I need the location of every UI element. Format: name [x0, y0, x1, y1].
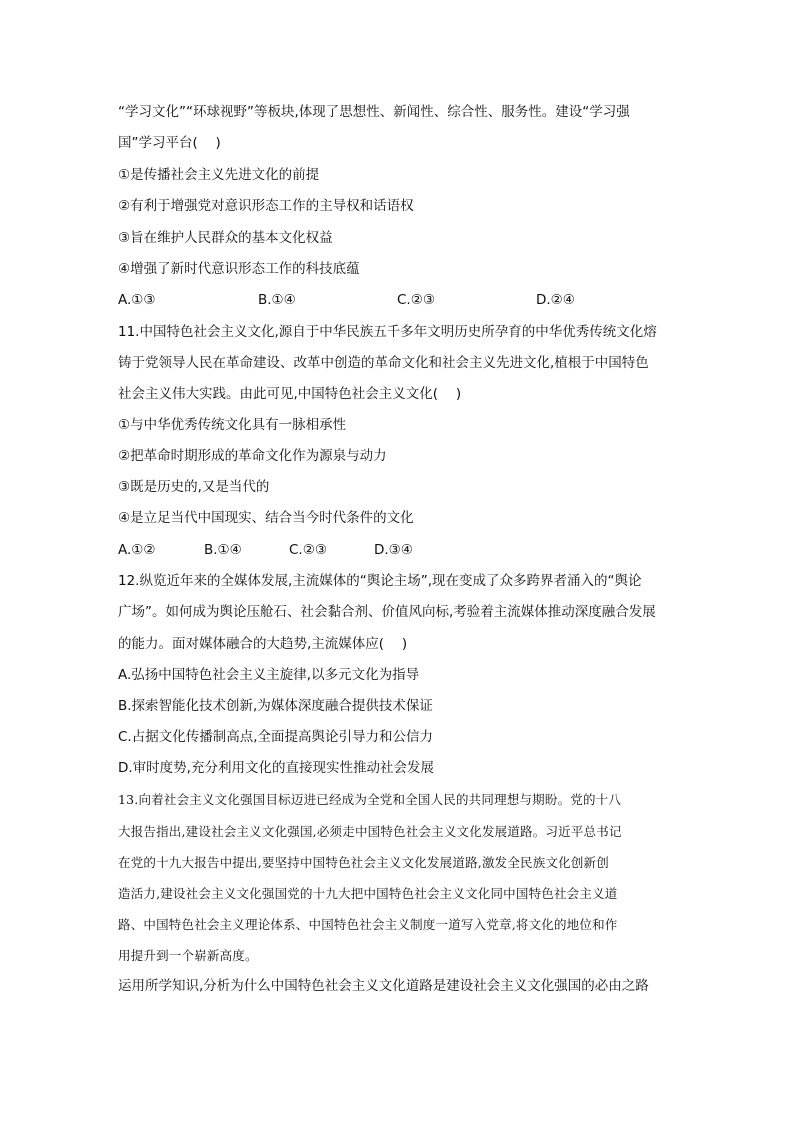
q10-item-4: ④增强了新时代意识形态工作的科技底蕴 — [118, 261, 360, 277]
q10-stem-line-2: 国”学习平台( ) — [118, 135, 221, 151]
q10-item-3: ③旨在维护人民群众的基本文化权益 — [118, 230, 333, 246]
q11-item-1: ①与中华优秀传统文化具有一脉相承性 — [118, 417, 347, 433]
q11-item-4: ④是立足当代中国现实、结合当今时代条件的文化 — [118, 510, 414, 526]
q10-item-1: ①是传播社会主义先进文化的前提 — [118, 167, 320, 183]
q12-option-a: A.弘扬中国特色社会主义主旋律,以多元文化为指导 — [118, 667, 420, 683]
q11-option-c: C.②③ — [289, 542, 327, 558]
q11-option-a: A.①② — [118, 542, 156, 558]
q10-option-d: D.②④ — [536, 292, 575, 308]
q13-material-line-1: 13.向着社会主义文化强国目标迈进已经成为全党和全国人民的共同理想与期盼。党的十八 — [118, 792, 622, 807]
q13-question: 运用所学知识,分析为什么中国特色社会主义文化道路是建设社会主义文化强国的必由之路 — [118, 978, 649, 994]
q13-material-line-3: 在党的十九大报告中提出,要坚持中国特色社会主义文化发展道路,激发全民族文化创新创 — [118, 855, 609, 870]
q10-item-2: ②有利于增强党对意识形态工作的主导权和话语权 — [118, 198, 414, 214]
q13-material-line-5: 路、中国特色社会主义理论体系、中国特色社会主义制度一道写入党章,将文化的地位和作 — [118, 917, 618, 932]
q11-option-b: B.①④ — [204, 542, 242, 558]
q13-material-line-4: 造活力,建设社会主义文化强国党的十九大把中国特色社会主义文化同中国特色社会主义道 — [118, 886, 618, 901]
q11-stem-line-3: 社会主义伟大实践。由此可见,中国特色社会主义文化( ) — [118, 386, 462, 402]
q11-item-3: ③既是历史的,又是当代的 — [118, 479, 270, 495]
q12-stem-line-2: 广场”。如何成为舆论压舱石、社会黏合剂、价值风向标,考验着主流媒体推动深度融合发展 — [118, 604, 656, 620]
q11-stem-line-1: 11.中国特色社会主义文化,源自于中华民族五千多年文明历史所孕育的中华优秀传统文化熔 — [118, 324, 657, 340]
q12-option-c: C.占据文化传播制高点,全面提高舆论引导力和公信力 — [118, 729, 434, 745]
q10-option-b: B.①④ — [258, 292, 296, 308]
q10-option-a: A.①③ — [118, 292, 156, 308]
q13-material-line-6: 用提升到一个崭新高度。 — [118, 948, 258, 963]
q12-stem-line-1: 12.纵览近年来的全媒体发展,主流媒体的“舆论主场”,现在变成了众多跨界者涌入的“舆论 — [118, 573, 642, 589]
q11-item-2: ②把革命时期形成的革命文化作为源泉与动力 — [118, 448, 387, 464]
q12-stem-line-3: 的能力。面对媒体融合的大趋势,主流媒体应( ) — [118, 636, 408, 652]
q10-option-c: C.②③ — [397, 292, 435, 308]
q12-option-b: B.探索智能化技术创新,为媒体深度融合提供技术保证 — [118, 698, 433, 714]
q12-option-d: D.审时度势,充分利用文化的直接现实性推动社会发展 — [118, 760, 434, 776]
q13-material-line-2: 大报告指出,建设社会主义文化强国,必须走中国特色社会主义文化发展道路。习近平总书记 — [118, 824, 622, 839]
q11-option-d: D.③④ — [374, 542, 413, 558]
q10-stem-line-1: “学习文化”“环球视野”等板块,体现了思想性、新闻性、综合性、服务性。建设“学习强 — [118, 104, 630, 120]
q11-stem-line-2: 铸于党领导人民在革命建设、改革中创造的革命文化和社会主义先进文化,植根于中国特色 — [118, 355, 649, 371]
